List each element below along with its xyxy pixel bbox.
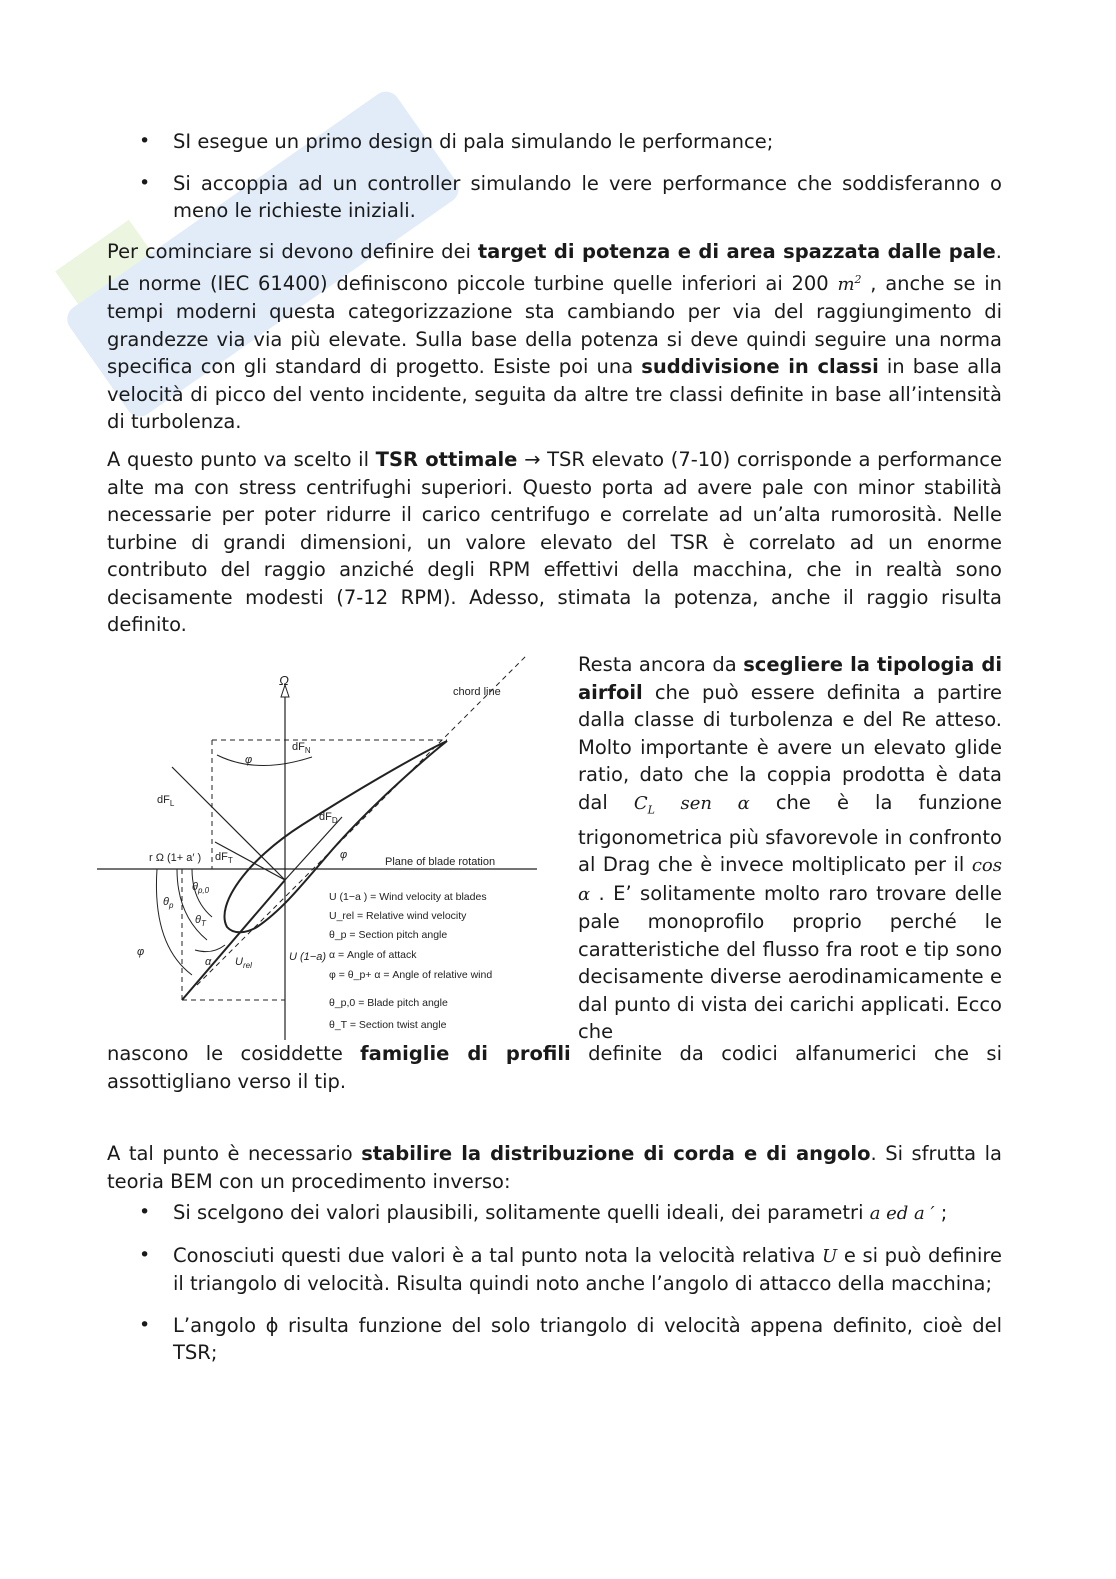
label-main: θ — [163, 896, 169, 908]
blade-velocity-diagram — [97, 655, 565, 1040]
phi-label: φ — [245, 754, 253, 766]
theta-p-label — [163, 896, 174, 910]
label-sub: p,0 — [197, 886, 210, 895]
legend-item: θ_p = Section pitch angle — [329, 929, 448, 941]
math-symbol: C — [633, 792, 648, 814]
bottom-bullet-list — [107, 1199, 1002, 1381]
text: in base alla velocità di picco del vento incidente, seguita da altre tre classi definite in base all’intensità di turbolenza. — [107, 355, 1002, 433]
label-main: dF — [292, 741, 305, 753]
dFL-label — [157, 794, 175, 808]
label-sub: D — [331, 816, 338, 825]
text: nascono le cosiddette — [107, 1042, 361, 1065]
paragraph-distribuzione — [107, 1140, 1002, 1195]
label-sub: p — [168, 901, 174, 910]
dFD-label — [319, 811, 338, 825]
u1a-label: U (1−a) — [289, 951, 326, 963]
list-item: • Si accoppia ad un controller simulando le vere performance che soddisferanno o meno le richieste iniziali. — [107, 170, 1002, 225]
dFN-label — [292, 741, 311, 755]
legend-item: U (1−a ) = Wind velocity at blades — [329, 891, 487, 903]
text: Conosciuti questi due valori è a tal punto nota la velocità relativa — [173, 1243, 823, 1267]
text: ; — [934, 1201, 948, 1224]
math-a: a ed a ′ — [869, 1203, 935, 1224]
legend-item: φ = θ_p+ α = Angle of relative wind — [329, 969, 493, 981]
text: Si scelgono dei valori plausibili, solitamente quelli ideali, dei parametri — [173, 1201, 870, 1224]
paragraph-tsr — [107, 446, 1002, 639]
legend-item: α = Angle of attack — [329, 949, 417, 961]
airfoil-shape — [224, 741, 447, 932]
math-u: U — [822, 1245, 838, 1267]
dFT-label — [215, 851, 233, 865]
paragraph-famiglie — [107, 1040, 1002, 1095]
text: Resta ancora da — [578, 653, 744, 676]
list-item: • SI esegue un primo design di pala simulando le performance; — [107, 128, 1002, 156]
chord-line-label: chord line — [453, 686, 501, 698]
plane-label: Plane of blade rotation — [385, 856, 496, 868]
phi-label-3: φ — [137, 946, 145, 958]
legend-item: U_rel = Relative wind velocity — [329, 910, 467, 922]
list-item — [107, 1242, 1002, 1298]
top-bullet-list — [107, 128, 1002, 239]
math-symbol: sen α — [680, 792, 750, 814]
bold-text: stabilire la distribuzione di corda e di angolo — [361, 1142, 871, 1165]
math-cl-sen — [633, 792, 750, 817]
text: , anche se in tempi moderni questa categorizzazione sta cambiando per via del raggiungimento di grandezze via via più elevate. Sulla base della potenza si deve quindi seguire una norma specifica con gli standard di progetto. Esiste poi una — [107, 271, 1002, 378]
math-symbol: m — [837, 273, 855, 295]
r-omega-label: r Ω (1+ a′ ) — [149, 852, 202, 864]
text: . Si sfrutta la teoria BEM con un procedimento inverso: — [107, 1142, 1002, 1193]
list-item: • L’angolo ɸ risulta funzione del solo triangolo di velocità appena definito, cioè del TSR; — [107, 1312, 1002, 1367]
math-subscript: L — [647, 803, 655, 817]
label-sub: T — [200, 919, 206, 928]
label-main: U — [235, 956, 243, 968]
omega-label: Ω — [279, 673, 289, 688]
theta-t-label — [195, 914, 207, 928]
urel-label — [235, 956, 252, 970]
phi-label-2: φ — [340, 849, 348, 861]
figure-legend — [329, 891, 492, 1031]
arrow-glyph: → — [517, 448, 548, 471]
text: e si può definire il triangolo di velocità. Risulta quindi noto anche l’angolo di attacco della macchina; — [173, 1243, 1002, 1295]
label-sub: T — [227, 856, 233, 865]
bold-text: suddivisione in classi — [641, 355, 879, 378]
text: che può essere definita a partire dalla classe di turbolenza e del Re atteso. Molto importante è avere un elevato glide ratio, dato che la coppia prodotta è data dal — [578, 680, 1002, 814]
bold-text: famiglie di profili — [360, 1042, 571, 1065]
label-main: dF — [157, 794, 170, 806]
text: definite da codici alfanumerici che si assottigliano verso il tip. — [107, 1042, 1002, 1093]
text: A questo punto va scelto il — [107, 448, 376, 471]
bold-text: TSR ottimale — [375, 448, 518, 471]
alpha-label: α — [205, 956, 212, 968]
text: . E’ solitamente molto raro trovare delle pale monoprofilo proprio perché le caratteristiche del flusso fra root e tip sono decisamente diverse aerodinamicamente e dal punto di vista dei carichi applicati. Ecco che — [578, 881, 1002, 1044]
text: A tal punto è necessario — [107, 1142, 362, 1165]
theta-p0-label — [192, 881, 210, 895]
legend-item: θ_T = Section twist angle — [329, 1019, 447, 1031]
label-sub: L — [169, 799, 175, 808]
math-cos: cos α — [578, 855, 1002, 905]
bold-text: scegliere la tipologia di airfoil — [578, 653, 1002, 704]
list-item — [107, 1199, 1002, 1228]
math-superscript: 2 — [854, 272, 862, 286]
text: TSR elevato (7-10) corrisponde a performance alte ma con stress centrifughi superiori. Questo porta ad avere pale con minor stabilità necessarie per poter ridurre il carico centrifugo e correlate ad un’alta rumorosità. Nelle turbine di grandi dimensioni, un valore elevato del TSR è correlato ad un enorme contributo del raggio anziché degli RPM effettivi della macchina, che in realtà sono decisamente modesti (7-12 RPM). Adesso, stimata la potenza, anche il raggio risulta definito. — [107, 448, 1002, 636]
label-main: dF — [215, 851, 228, 863]
label-sub: rel — [242, 961, 252, 970]
label-sub: N — [304, 746, 311, 755]
label-main: θ — [192, 881, 198, 893]
text: . Le norme (IEC 61400) definiscono piccole turbine quelle inferiori ai 200 — [107, 240, 1002, 295]
paragraph-target-potenza — [107, 238, 1002, 436]
phi-arc-lower — [156, 869, 192, 975]
label-main: θ — [195, 914, 201, 926]
paragraph-airfoil — [578, 651, 1002, 1046]
label-main: dF — [319, 811, 332, 823]
alpha-arc — [195, 945, 225, 952]
phi-arc — [217, 755, 312, 766]
legend-item: θ_p,0 = Blade pitch angle — [329, 997, 448, 1009]
math-m2 — [837, 274, 861, 295]
text: Per cominciare si devono definire dei — [107, 240, 478, 263]
text: che è la funzione trigonometrica più sfavorevole in confronto al Drag che è invece moltiplicato per il — [578, 790, 1002, 877]
bold-text: target di potenza e di area spazzata dalle pale — [477, 240, 996, 263]
